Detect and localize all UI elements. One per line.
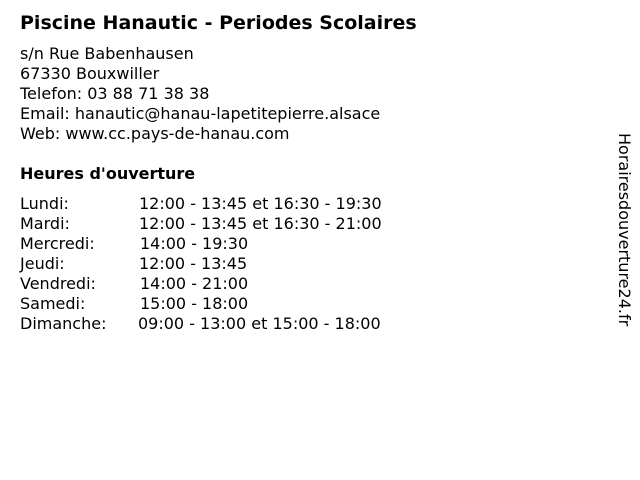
email-address: Email: hanautic@hanau-lapetitepierre.alsace xyxy=(20,104,381,123)
day-label: Lundi: xyxy=(20,194,69,213)
street-address: s/n Rue Babenhausen xyxy=(20,44,194,63)
time-value: 14:00 - 19:30 xyxy=(140,234,249,253)
day-label: Jeudi: xyxy=(20,254,65,273)
phone-number: Telefon: 03 88 71 38 38 xyxy=(20,84,210,103)
site-watermark: Horairesdouverture24.fr xyxy=(615,133,634,327)
time-value: 14:00 - 21:00 xyxy=(140,274,249,293)
page-title: Piscine Hanautic - Periodes Scolaires xyxy=(20,12,417,34)
day-label: Samedi: xyxy=(20,294,86,313)
address-block xyxy=(20,44,380,144)
website-url: Web: www.cc.pays-de-hanau.com xyxy=(20,124,290,143)
time-value: 09:00 - 13:00 et 15:00 - 18:00 xyxy=(138,314,381,333)
day-label: Mardi: xyxy=(20,214,70,233)
day-label: Mercredi: xyxy=(20,234,95,253)
time-value: 15:00 - 18:00 xyxy=(140,294,249,313)
time-value: 12:00 - 13:45 et 16:30 - 19:30 xyxy=(139,194,382,213)
hours-heading: Heures d'ouverture xyxy=(20,164,196,183)
city-postal: 67330 Bouxwiller xyxy=(20,64,160,83)
day-label: Dimanche: xyxy=(20,314,107,333)
time-value: 12:00 - 13:45 et 16:30 - 21:00 xyxy=(139,214,382,233)
day-label: Vendredi: xyxy=(20,274,96,293)
time-value: 12:00 - 13:45 xyxy=(139,254,248,273)
